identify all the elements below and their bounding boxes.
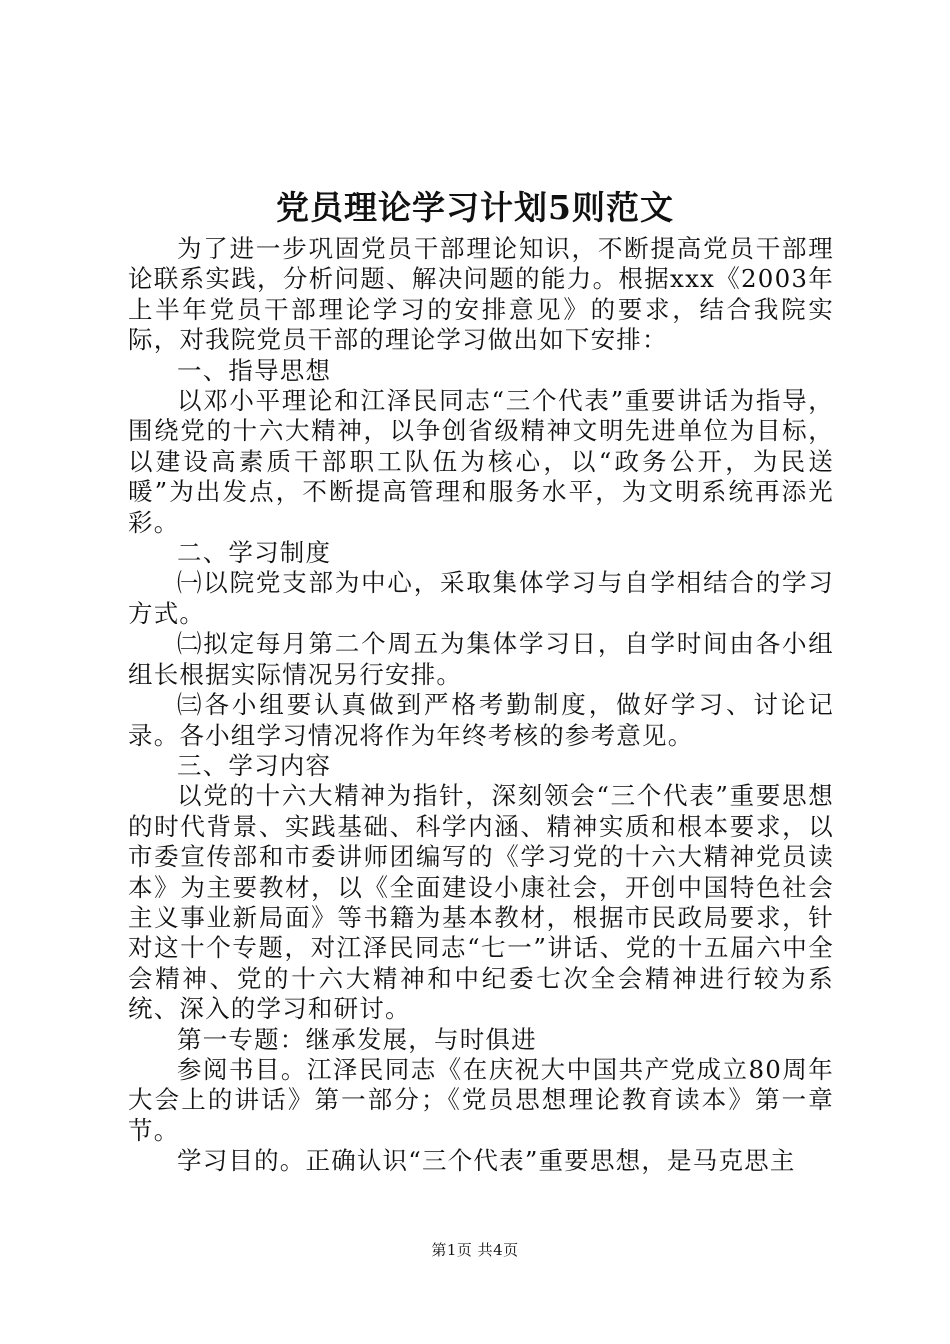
study-system-item-3: ㈢各小组要认真做到严格考勤制度，做好学习、讨论记录。各小组学习情况将作为年终考核的参考意见。 [128, 690, 834, 750]
section-heading-study-content: 三、学习内容 [177, 750, 332, 780]
study-system-item-2: ㈡拟定每月第二个周五为集体学习日，自学时间由各小组组长根据实际情况另行安排。 [128, 629, 834, 689]
guiding-ideology-paragraph: 以邓小平理论和江泽民同志“三个代表”重要讲话为指导，围绕党的十六大精神，以争创省级精神文明先进单位为目标，以建设高素质干部职工队伍为核心，以“政务公开，为民送暖”为出发点，不断提高管理和服务水平，为文明系统再添光彩。 [128, 386, 834, 537]
intro-paragraph: 为了进一步巩固党员干部理论知识，不断提高党员干部理论联系实践，分析问题、解决问题的能力。根据xxx《2003年上半年党员干部理论学习的安排意见》的要求，结合我院实际，对我院党员干部的理论学习做出如下安排： [128, 234, 834, 355]
document-title: 党员理论学习计划5则范文 [276, 188, 674, 227]
study-system-item-1: ㈠以院党支部为中心，采取集体学习与自学相结合的学习方式。 [128, 568, 834, 628]
document-body [128, 234, 834, 1177]
section-heading-guiding-ideology: 一、指导思想 [177, 355, 332, 385]
reference-books-paragraph: 参阅书目。江泽民同志《在庆祝大中国共产党成立80周年大会上的讲话》第一部分；《党员思想理论教育读本》第一章节。 [128, 1054, 834, 1145]
page-footer: 第1页 共4页 [431, 1241, 519, 1259]
section-heading-study-system: 二、学习制度 [177, 538, 332, 568]
study-content-paragraph: 以党的十六大精神为指针，深刻领会“三个代表”重要思想的时代背景、实践基础、科学内涵、精神实质和根本要求，以市委宣传部和市委讲师团编写的《学习党的十六大精神党员读本》为主要教材，以《全面建设小康社会，开创中国特色社会主义事业新局面》等书籍为基本教材，根据市民政局要求，针对这十个专题，对江泽民同志“七一”讲话、党的十五届六中全会精神、党的十六大精神和中纪委七次全会精神进行较为系统、深入的学习和研讨。 [128, 781, 834, 1024]
topic-one-heading: 第一专题：继承发展，与时俱进 [177, 1024, 537, 1054]
study-purpose-paragraph: 学习目的。正确认识“三个代表”重要思想，是马克思主 [177, 1146, 796, 1176]
